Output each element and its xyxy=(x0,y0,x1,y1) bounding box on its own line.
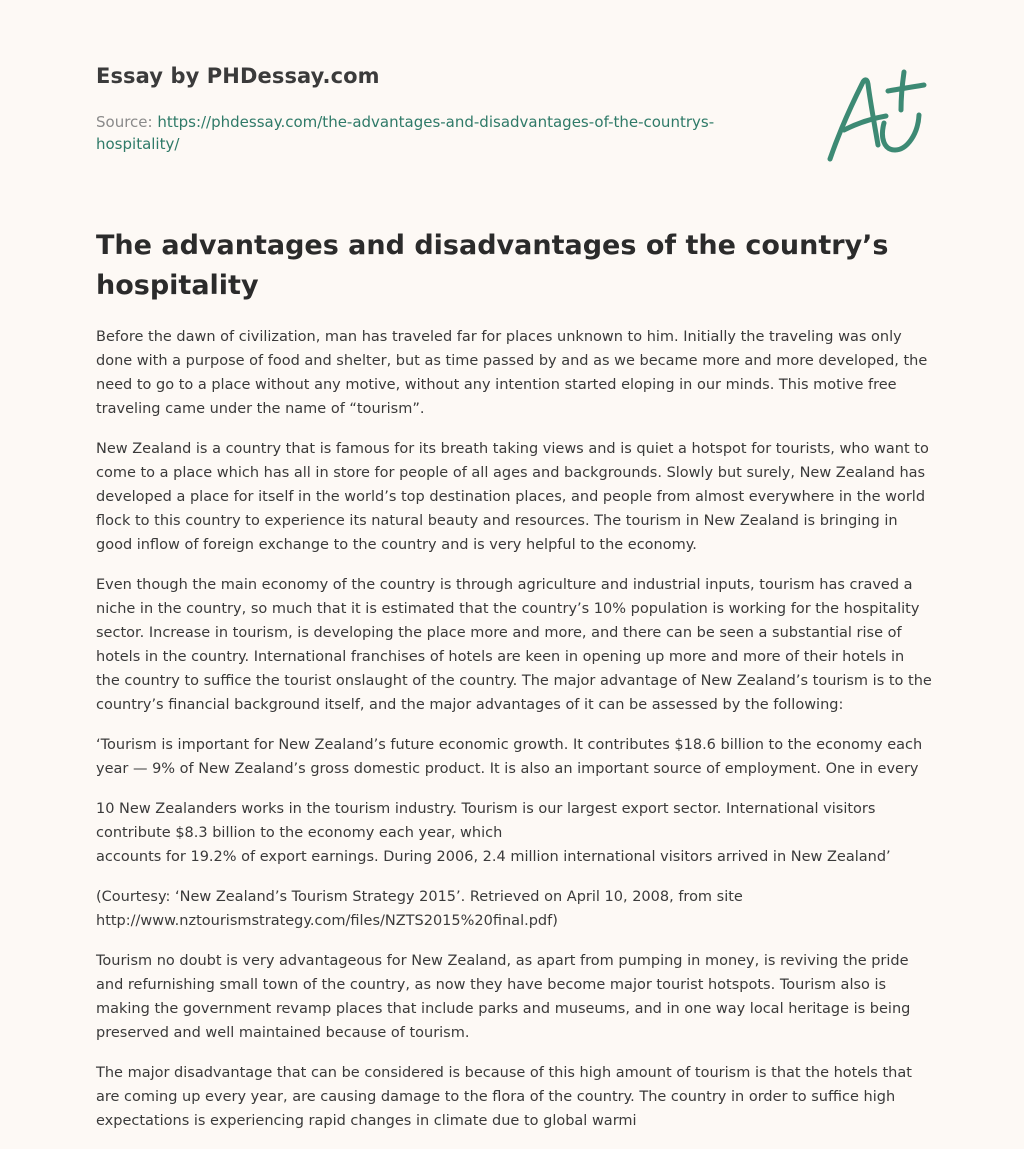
paragraph-6: (Courtesy: ‘New Zealand’s Tourism Strategy 2015’. Retrieved on April 10, 2008, from site http://www.nztourismstrategy.com/files/NZTS2015%20final.pdf) xyxy=(96,889,743,929)
page-header xyxy=(96,0,932,200)
paragraph-3: Even though the main economy of the country is through agriculture and industrial inputs, tourism has craved a niche in the country, so much that it is estimated that the country’s 10% population is working for the hospitality sector. Increase in tourism, is developing the place more and more, and there can be seen a substantial rise of hotels in the country. International franchises of hotels are keen in opening up more and more of their hotels in the country to suffice the tourist onslaught of the country. The major advantage of New Zealand’s tourism is to the country’s financial background itself, and the major advantages of it can be assessed by the following: xyxy=(96,577,932,713)
paragraph-8: The major disadvantage that can be considered is because of this high amount of tourism is that the hotels that are coming up every year, are causing damage to the flora of the country. The country in order to suffice high expectations is experiencing rapid changes in climate due to global warmi xyxy=(96,1065,912,1129)
paragraph-5-part-2: accounts for 19.2% of export earnings. During 2006, 2.4 million international visitors arrived in New Zealand’ xyxy=(96,849,891,865)
paragraph-5 xyxy=(96,797,932,869)
source-line xyxy=(96,111,736,155)
a-plus-logo-svg xyxy=(822,66,932,166)
paragraph-1: Before the dawn of civilization, man has traveled far for places unknown to him. Initially the traveling was only done with a purpose of food and shelter, but as time passed by and as we became more and more developed, the need to go to a place without any motive, without any intention started eloping in our minds. This motive free traveling came under the name of “tourism”. xyxy=(96,329,928,417)
a-plus-logo-icon xyxy=(822,66,932,166)
site-brand: Essay by PHDessay.com xyxy=(96,64,380,88)
source-label: Source: xyxy=(96,113,158,131)
source-link[interactable]: https://phdessay.com/the-advantages-and-disadvantages-of-the-countrys-hospitality/ xyxy=(96,113,715,153)
paragraph-7: Tourism no doubt is very advantageous for New Zealand, as apart from pumping in money, is reviving the pride and refurnishing small town of the country, as now they have become major tourist hotspots. Tourism also is making the government revamp places that include parks and museums, and in one way local heritage is being preserved and well maintained because of tourism. xyxy=(96,953,911,1041)
paragraph-4: ‘Tourism is important for New Zealand’s future economic growth. It contributes $18.6 billion to the economy each year — 9% of New Zealand’s gross domestic product. It is also an important source of employment. One in every xyxy=(96,737,923,777)
paragraph-2: New Zealand is a country that is famous for its breath taking views and is quiet a hotspot for tourists, who want to come to a place which has all in store for people of all ages and backgrounds. Slowly but surely, New Zealand has developed a place for itself in the world’s top destination places, and people from almost everywhere in the world flock to this country to experience its natural beauty and resources. The tourism in New Zealand is bringing in good inflow of foreign exchange to the country and is very helpful to the economy. xyxy=(96,441,929,553)
paragraph-5-part-1: 10 New Zealanders works in the tourism industry. Tourism is our largest export sector. International visitors contribute $8.3 billion to the economy each year, which xyxy=(96,801,876,841)
article-title: The advantages and disadvantages of the country’s hospitality xyxy=(96,230,889,301)
article-body xyxy=(96,325,932,1149)
essay-page xyxy=(96,0,932,1129)
